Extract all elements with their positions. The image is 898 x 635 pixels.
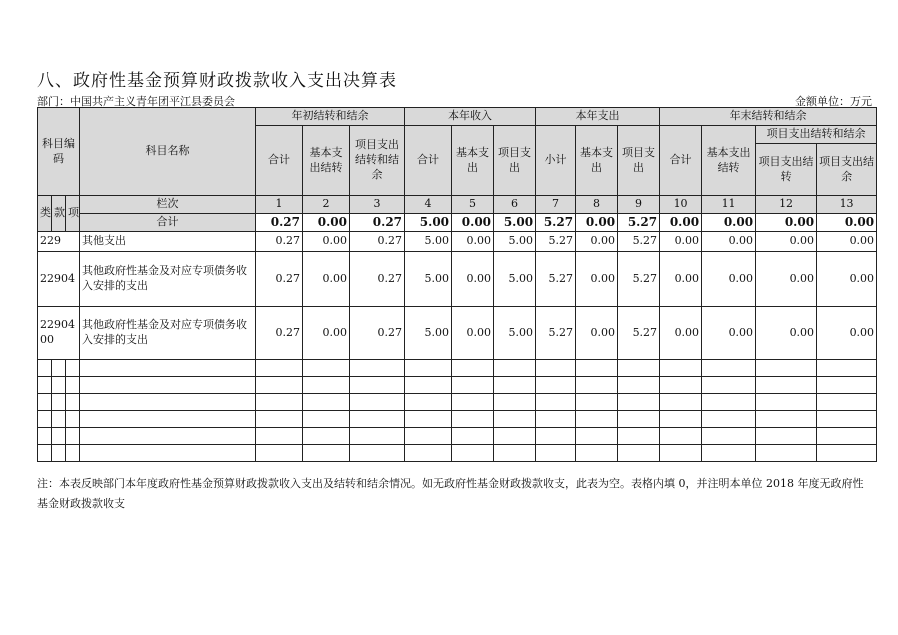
total-cell: 5.27 xyxy=(536,214,576,232)
header-group-expense: 本年支出 xyxy=(536,108,660,126)
total-label: 合计 xyxy=(80,214,256,232)
header-kuan: 款 xyxy=(52,196,66,232)
table-note: 注：本表反映部门本年度政府性基金预算财政拨款收入支出及结转和结余情况。如无政府性基金财政拨款收支，此表为空。表格内填 0，并注明本单位 2018 年度无政府性基金财政拨款收支 xyxy=(37,477,864,510)
header-exp-basic: 基本支出 xyxy=(576,126,618,196)
total-cell: 5.27 xyxy=(618,214,660,232)
header-inc-total: 合计 xyxy=(405,126,452,196)
header-group-proj-end: 项目支出结转和结余 xyxy=(756,126,877,144)
row-cell: 0.00 xyxy=(702,232,756,252)
row-cell: 0.00 xyxy=(576,232,618,252)
row-code: 22904 xyxy=(38,252,80,307)
row-cell: 0.00 xyxy=(303,307,350,360)
page-title: 八、政府性基金预算财政拨款收入支出决算表 xyxy=(37,71,397,91)
col-number: 7 xyxy=(536,196,576,214)
empty-row xyxy=(38,445,877,462)
empty-row xyxy=(38,411,877,428)
row-cell: 5.00 xyxy=(405,232,452,252)
row-code: 229 xyxy=(38,232,80,252)
row-cell: 0.00 xyxy=(817,232,877,252)
row-cell: 0.00 xyxy=(576,252,618,307)
header-exp-sub: 小计 xyxy=(536,126,576,196)
row-cell: 0.00 xyxy=(702,307,756,360)
row-cell: 0.00 xyxy=(452,232,494,252)
table-row xyxy=(38,307,877,360)
row-cell: 5.27 xyxy=(536,307,576,360)
row-cell: 0.00 xyxy=(756,307,817,360)
total-cell: 5.00 xyxy=(405,214,452,232)
col-number: 3 xyxy=(350,196,405,214)
total-cell: 5.00 xyxy=(494,214,536,232)
table-row xyxy=(38,232,877,252)
row-cell: 0.00 xyxy=(660,307,702,360)
row-cell: 0.00 xyxy=(817,252,877,307)
row-cell: 0.27 xyxy=(350,232,405,252)
empty-row xyxy=(38,394,877,411)
col-number: 8 xyxy=(576,196,618,214)
row-cell: 5.00 xyxy=(405,252,452,307)
row-cell: 5.27 xyxy=(536,232,576,252)
col-number: 12 xyxy=(756,196,817,214)
col-number: 5 xyxy=(452,196,494,214)
col-number: 2 xyxy=(303,196,350,214)
header-group-income: 本年收入 xyxy=(405,108,536,126)
row-cell: 0.00 xyxy=(452,307,494,360)
row-cell: 0.27 xyxy=(350,307,405,360)
header-begin-total: 合计 xyxy=(256,126,303,196)
row-cell: 5.27 xyxy=(618,307,660,360)
header-end-total: 合计 xyxy=(660,126,702,196)
header-group-begin: 年初结转和结余 xyxy=(256,108,405,126)
col-number: 11 xyxy=(702,196,756,214)
row-cell: 0.00 xyxy=(702,252,756,307)
header-end-proj-surplus: 项目支出结余 xyxy=(817,144,877,196)
total-cell: 0.00 xyxy=(576,214,618,232)
row-code: 2290400 xyxy=(38,307,80,360)
row-cell: 0.00 xyxy=(756,252,817,307)
total-cell: 0.00 xyxy=(756,214,817,232)
total-cell: 0.00 xyxy=(702,214,756,232)
row-cell: 0.00 xyxy=(660,252,702,307)
header-lei: 类 xyxy=(38,196,52,232)
row-cell: 0.00 xyxy=(303,232,350,252)
header-subject-code: 科目编码 xyxy=(38,108,80,196)
total-cell: 0.27 xyxy=(256,214,303,232)
empty-row xyxy=(38,428,877,445)
row-cell: 5.00 xyxy=(494,252,536,307)
row-cell: 5.00 xyxy=(405,307,452,360)
total-row xyxy=(38,214,877,232)
total-cell: 0.00 xyxy=(452,214,494,232)
row-cell: 0.00 xyxy=(817,307,877,360)
total-cell: 0.27 xyxy=(350,214,405,232)
row-cell: 5.00 xyxy=(494,232,536,252)
header-group-end: 年末结转和结余 xyxy=(660,108,877,126)
header-end-basic: 基本支出结转 xyxy=(702,126,756,196)
col-number: 9 xyxy=(618,196,660,214)
row-cell: 5.27 xyxy=(618,232,660,252)
department-label: 部门：中国共产主义青年团平江县委员会 xyxy=(37,95,235,108)
row-name: 其他支出 xyxy=(80,232,256,252)
header-exp-proj: 项目支出 xyxy=(618,126,660,196)
row-cell: 5.27 xyxy=(536,252,576,307)
row-cell: 0.00 xyxy=(303,252,350,307)
table-row xyxy=(38,252,877,307)
col-number: 4 xyxy=(405,196,452,214)
empty-row xyxy=(38,377,877,394)
row-name: 其他政府性基金及对应专项债务收入安排的支出 xyxy=(80,252,256,307)
total-cell: 0.00 xyxy=(660,214,702,232)
row-cell: 0.27 xyxy=(256,232,303,252)
header-xiang: 项 xyxy=(66,196,80,232)
header-end-proj-carry: 项目支出结转 xyxy=(756,144,817,196)
col-number: 10 xyxy=(660,196,702,214)
col-number: 1 xyxy=(256,196,303,214)
header-begin-proj: 项目支出结转和结余 xyxy=(350,126,405,196)
row-cell: 0.00 xyxy=(660,232,702,252)
row-cell: 0.00 xyxy=(452,252,494,307)
col-number: 6 xyxy=(494,196,536,214)
row-cell: 0.27 xyxy=(256,307,303,360)
col-number: 13 xyxy=(817,196,877,214)
total-cell: 0.00 xyxy=(817,214,877,232)
header-inc-proj: 项目支出 xyxy=(494,126,536,196)
row-cell: 0.27 xyxy=(350,252,405,307)
header-subject-name: 科目名称 xyxy=(80,108,256,196)
row-cell: 0.00 xyxy=(756,232,817,252)
header-column-label: 栏次 xyxy=(80,196,256,214)
empty-row xyxy=(38,360,877,377)
unit-label: 金额单位：万元 xyxy=(795,95,872,108)
row-cell: 0.27 xyxy=(256,252,303,307)
row-cell: 5.00 xyxy=(494,307,536,360)
row-name: 其他政府性基金及对应专项债务收入安排的支出 xyxy=(80,307,256,360)
row-cell: 5.27 xyxy=(618,252,660,307)
header-inc-basic: 基本支出 xyxy=(452,126,494,196)
header-begin-basic: 基本支出结转 xyxy=(303,126,350,196)
total-cell: 0.00 xyxy=(303,214,350,232)
row-cell: 0.00 xyxy=(576,307,618,360)
fund-budget-table xyxy=(37,107,877,462)
